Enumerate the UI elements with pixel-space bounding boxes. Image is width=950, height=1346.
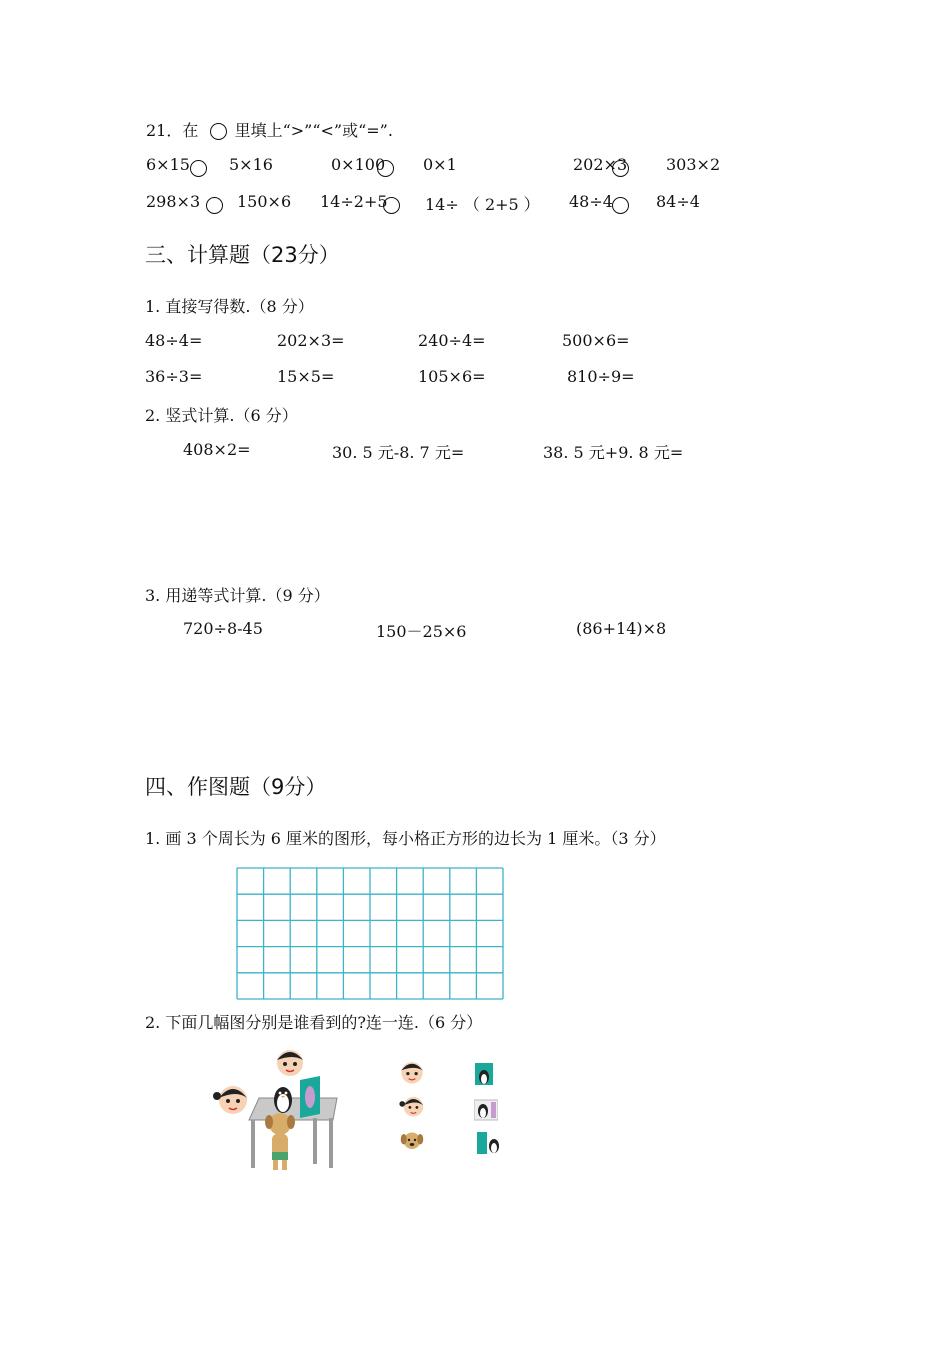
girl-face-icon <box>211 1080 251 1118</box>
compare-right: 84÷4 <box>656 192 700 211</box>
compare-left: 6×15 <box>146 155 190 174</box>
section-title: 三、计算题（23分） <box>145 243 340 267</box>
answer-circle[interactable] <box>383 197 400 214</box>
oral-item: 202×3= <box>277 331 345 350</box>
answer-circle[interactable] <box>206 197 223 214</box>
answer-circle[interactable] <box>612 197 629 214</box>
dog-icon <box>264 1110 296 1172</box>
vertical-calc-item: 408×2= <box>183 440 251 459</box>
oral-item: 48÷4= <box>145 331 203 350</box>
section-title: 四、作图题（9分） <box>145 775 327 799</box>
compare-left: 14÷2+5 <box>320 192 388 211</box>
penguin-icon <box>474 1098 498 1122</box>
q21-prompt-a: 21．在 <box>146 121 199 140</box>
problem-label: 1. 画 3 个周长为 6 厘米的图形，每小格正方形的边长为 1 厘米。（3 分） <box>145 829 666 848</box>
compare-right: 303×2 <box>666 155 721 174</box>
answer-circle[interactable] <box>190 160 207 177</box>
compare-right: 5×16 <box>229 155 273 174</box>
oral-item: 810÷9= <box>567 367 635 386</box>
compare-right: 0×1 <box>423 155 457 174</box>
answer-circle[interactable] <box>377 160 394 177</box>
q21-prompt <box>146 118 393 141</box>
stepwise-item: 720÷8-45 <box>183 619 263 638</box>
boy-face-icon <box>273 1046 307 1078</box>
oral-item: 15×5= <box>277 367 335 386</box>
oral-item: 500×6= <box>562 331 630 350</box>
penguin-icon <box>474 1062 494 1086</box>
cup-icon <box>296 1076 324 1118</box>
oral-item: 105×6= <box>418 367 486 386</box>
oral-item: 240÷4= <box>418 331 486 350</box>
compare-left: 202×3 <box>573 155 628 174</box>
stepwise-item: 150－25×6 <box>376 622 467 641</box>
boy-face-icon <box>398 1058 426 1086</box>
answer-circle[interactable] <box>612 160 629 177</box>
oral-item: 36÷3= <box>145 367 203 386</box>
problem-label: 2. 竖式计算.（6 分） <box>145 406 298 425</box>
penguin-icon <box>476 1131 502 1155</box>
problem-label: 3. 用递等式计算.（9 分） <box>145 586 330 605</box>
compare-left: 48÷4 <box>569 192 613 211</box>
problem-label: 1. 直接写得数.（8 分） <box>145 297 314 316</box>
q21-prompt-b: 里填上“>”“<”或“=”. <box>234 121 393 140</box>
compare-left: 0×100 <box>331 155 386 174</box>
compare-left: 298×3 <box>146 192 201 211</box>
dog-icon <box>400 1128 424 1152</box>
girl-face-icon <box>398 1092 426 1120</box>
problem-label: 2. 下面几幅图分别是谁看到的?连一连.（6 分） <box>145 1013 483 1032</box>
vertical-calc-item: 30. 5 元-8. 7 元= <box>332 443 465 462</box>
square-grid[interactable] <box>236 867 504 1000</box>
compare-right: 150×6 <box>237 192 292 211</box>
stepwise-item: (86+14)×8 <box>576 619 667 638</box>
vertical-calc-item: 38. 5 元+9. 8 元= <box>543 443 684 462</box>
compare-right: 14÷ （ 2+5 ） <box>425 195 540 214</box>
answer-circle[interactable] <box>210 123 227 140</box>
